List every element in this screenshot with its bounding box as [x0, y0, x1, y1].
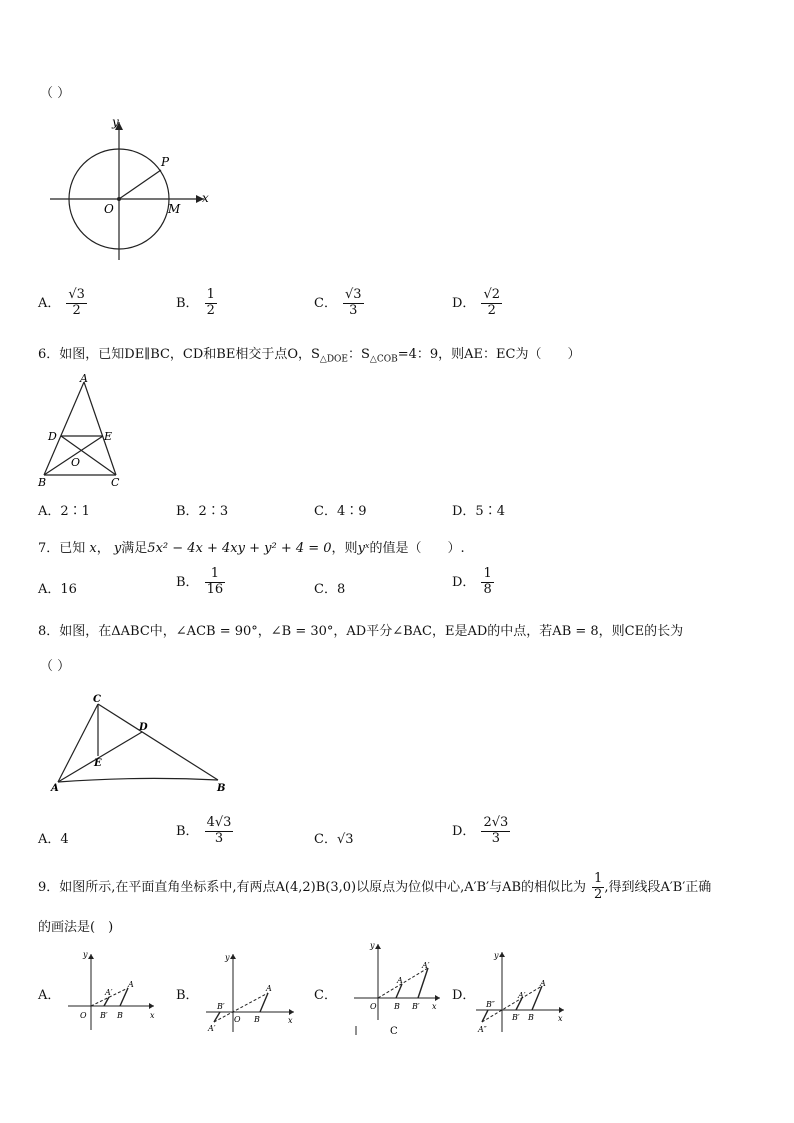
q9-option-a[interactable]: A． [38, 988, 61, 1003]
q9-option-d[interactable]: D． [452, 988, 476, 1003]
q9-figure-d [474, 946, 570, 1034]
q6-fig-e: E [104, 430, 113, 443]
q5-option-b[interactable]: B． $\frac{1}{2}$ [176, 287, 215, 318]
svg-text:y: y [494, 951, 499, 960]
q8-fig-e: E [94, 758, 102, 769]
q9-option-c[interactable]: C． [314, 988, 337, 1003]
q8-option-d[interactable]: D． $\frac{2√3}{3}$ [452, 815, 509, 846]
svg-text:B″: B″ [486, 1000, 495, 1009]
q9-stem-line2: 的画法是( ) [38, 920, 114, 935]
svg-text:O: O [80, 1011, 87, 1020]
q8-option-b[interactable]: B． $\frac{4√3}{3}$ [176, 815, 232, 846]
svg-text:B′: B′ [217, 1002, 225, 1011]
svg-text:B′: B′ [412, 1002, 420, 1011]
svg-text:B′: B′ [512, 1013, 520, 1022]
svg-text:A′: A′ [422, 961, 430, 970]
q5-fig-o: O [104, 202, 114, 216]
q6-option-a[interactable]: A．2∶1 [38, 504, 90, 519]
q9-option-b[interactable]: B． [176, 988, 199, 1003]
svg-text:y: y [83, 950, 88, 959]
q5-fig-y: y [112, 115, 119, 129]
q5-option-a[interactable]: A． $\frac{√3}{2}$ [38, 287, 85, 318]
q8-fig-c: C [93, 694, 101, 705]
svg-text:x: x [558, 1014, 563, 1023]
q7-option-c[interactable]: C．8 [314, 582, 346, 597]
svg-text:A′: A′ [518, 991, 526, 1000]
q6-fig-o: O [71, 456, 81, 469]
q9-figure-b [204, 948, 300, 1034]
svg-text:B: B [117, 1011, 123, 1020]
svg-text:x: x [150, 1011, 155, 1020]
svg-text:A: A [540, 979, 546, 988]
q9-figure-a [64, 948, 160, 1032]
q5-circle-figure [44, 112, 224, 264]
q6-fig-b: B [38, 476, 47, 489]
q6-fig-d: D [48, 430, 57, 443]
svg-text:x: x [432, 1002, 437, 1011]
q6-triangle-figure [34, 372, 134, 490]
svg-text:x: x [288, 1016, 293, 1025]
q8-fig-a: A [51, 783, 59, 794]
q6-fig-a: A [80, 372, 88, 385]
q8-triangle-figure [46, 690, 236, 796]
q6-stem: 6．如图，已知DE∥BC，CD和BE相交于点O，$S_{\triangle DOE}$：$S_{\triangle COB}=4$：9，则AE：EC为（ ） [38, 347, 581, 365]
q5-option-d[interactable]: D． $\frac{√2}{2}$ [452, 287, 500, 318]
q6-option-b[interactable]: B．2∶3 [176, 504, 229, 519]
svg-text:O: O [234, 1015, 241, 1024]
svg-text:A′: A′ [208, 1024, 216, 1033]
q6-fig-c: C [111, 476, 120, 489]
q8-stem: 8．如图，在ΔABC中，∠ACB = 90°，∠B = 30°，AD平分∠BAC，E是AD的中点，若AB = 8，则CE的长为 [38, 624, 684, 639]
q8-fig-b: B [217, 783, 226, 794]
q9-stem-line1: 9．如图所示,在平面直角坐标系中,有两点A(4,2)B(3,0)以原点为位似中心,A′B′与AB的相似比为 $\frac{1}{2}$ ,得到线段A′B′正确 [38, 871, 712, 902]
q6-option-c[interactable]: C．4∶9 [314, 504, 367, 519]
svg-text:A: A [397, 976, 403, 985]
q7-stem: 7．已知 x， y满足5x² − 4x + 4xy + y² + 4 = 0，则yˣ的值是（ ）. [38, 541, 465, 556]
q8-fig-d: D [139, 722, 148, 733]
q7-option-d[interactable]: D． $\frac{1}{8}$ [452, 566, 492, 597]
q8-option-c[interactable]: C．√3 [314, 832, 354, 847]
svg-text:B: B [528, 1013, 534, 1022]
svg-text:A″: A″ [478, 1025, 487, 1034]
svg-text:B′: B′ [100, 1011, 108, 1020]
q8-option-a[interactable]: A．4 [38, 832, 69, 847]
svg-text:A: A [266, 984, 272, 993]
svg-text:B: B [394, 1002, 400, 1011]
q6-option-d[interactable]: D．5∶4 [452, 504, 505, 519]
svg-text:A: A [128, 980, 134, 989]
q5-paren: （ ） [40, 86, 71, 101]
q5-fig-m: M [168, 202, 181, 216]
q5-fig-p: P [161, 155, 170, 169]
q9-figure-c [350, 940, 446, 1036]
q5-option-c[interactable]: C． $\frac{√3}{3}$ [314, 287, 362, 318]
q7-option-a[interactable]: A．16 [38, 582, 77, 597]
svg-text:O: O [370, 1002, 377, 1011]
svg-text:y: y [225, 953, 230, 962]
svg-text:y: y [370, 941, 375, 950]
q7-option-b[interactable]: B． $\frac{1}{16}$ [176, 566, 224, 597]
q8-paren: （ ） [40, 659, 71, 674]
svg-text:A′: A′ [105, 988, 113, 997]
q5-fig-x: x [202, 191, 209, 205]
svg-text:B: B [254, 1015, 260, 1024]
q9-figure-c-caption: C [390, 1026, 398, 1036]
